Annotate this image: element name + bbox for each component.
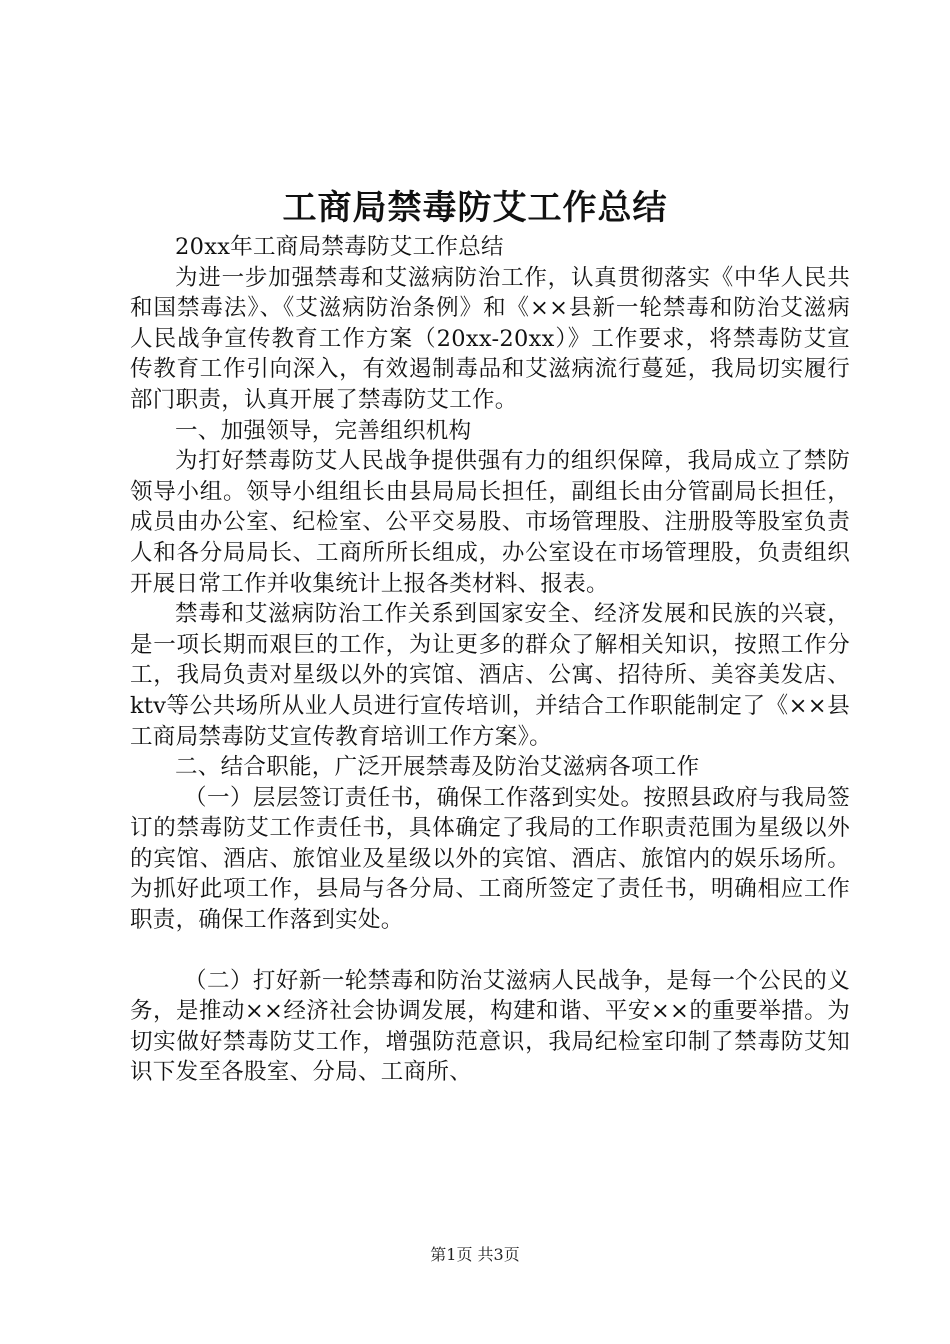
body-paragraph: 为打好禁毒防艾人民战争提供强有力的组织保障，我局成立了禁防领导小组。领导小组组长由县局局长担任，副组长由分管副局长担任，成员由办公室、纪检室、公平交易股、市场管理股、注册股等股室负责人和各分局局长、工商所所长组成，办公室设在市场管理股，负责组织开展日常工作并收集统计上报各类材料、报表。 <box>130 448 850 597</box>
section-heading-2: 二、结合职能，广泛开展禁毒及防治艾滋病各项工作 <box>175 754 700 781</box>
page-title: 工商局禁毒防艾工作总结 <box>282 188 668 228</box>
intro-paragraph: 为进一步加强禁毒和艾滋病防治工作，认真贯彻落实《中华人民共和国禁毒法》、《艾滋病防治条例》和《××县新一轮禁毒和防治艾滋病人民战争宣传教育工作方案（20xx-20xx）》工作要求，将禁毒防艾宣传教育工作引向深入，有效遏制毒品和艾滋病流行蔓延，我局切实履行部门职责，认真开展了禁毒防艾工作。 <box>130 264 850 413</box>
body-paragraph: 禁毒和艾滋病防治工作关系到国家安全、经济发展和民族的兴衰，是一项长期而艰巨的工作，为让更多的群众了解相关知识，按照工作分工，我局负责对星级以外的宾馆、酒店、公寓、招待所、美容美发店、ktv等公共场所从业人员进行宣传培训，并结合工作职能制定了《××县工商局禁毒防艾宣传教育培训工作方案》。 <box>130 601 850 750</box>
body-paragraph: （一）层层签订责任书，确保工作落到实处。按照县政府与我局签订的禁毒防艾工作责任书，具体确定了我局的工作职责范围为星级以外的宾馆、酒店、旅馆业及星级以外的宾馆、酒店、旅馆内的娱乐场所。为抓好此项工作，县局与各分局、工商所签定了责任书，明确相应工作职责，确保工作落到实处。 <box>130 784 850 934</box>
page-footer: 第1页 共3页 <box>430 1245 520 1264</box>
section-heading-1: 一、加强领导，完善组织机构 <box>175 417 472 444</box>
body-paragraph: （二）打好新一轮禁毒和防治艾滋病人民战争，是每一个公民的义务，是推动××经济社会协调发展，构建和谐、平安××的重要举措。为切实做好禁毒防艾工作，增强防范意识，我局纪检室印制了禁毒防艾知识下发至各股室、分局、工商所、 <box>130 967 850 1086</box>
document-body <box>130 232 850 1088</box>
subtitle-paragraph: 20xx年工商局禁毒防艾工作总结 <box>175 234 504 260</box>
